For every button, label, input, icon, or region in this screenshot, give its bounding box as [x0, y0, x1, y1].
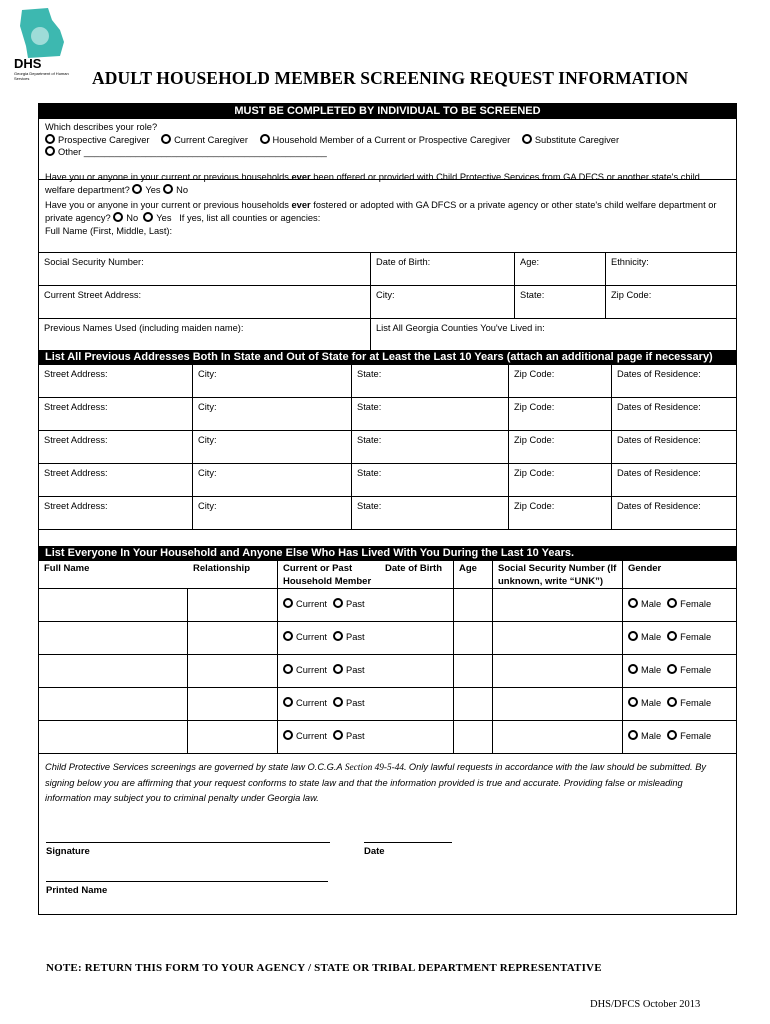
cps-question-text-end: been offered or provided with Child Protective Services from GA DFCS or another state's child welfare department? — [45, 172, 700, 195]
household-male-label: Male — [641, 698, 662, 708]
household-gender-field — [623, 622, 736, 654]
age-field[interactable] — [515, 253, 606, 285]
household-male-radio[interactable] — [628, 697, 638, 707]
household-name-field[interactable] — [39, 589, 188, 621]
address-dates-label: Dates of Residence: — [617, 402, 701, 412]
household-age-field[interactable] — [454, 655, 493, 687]
household-relationship-field[interactable] — [188, 655, 278, 687]
address-street-label: Street Address: — [44, 435, 108, 445]
household-past-label: Past — [346, 698, 365, 708]
address-street-field[interactable] — [39, 431, 193, 463]
address-state-field[interactable] — [352, 464, 509, 496]
ssn-field[interactable] — [39, 253, 371, 285]
household-current-past-field — [278, 721, 380, 753]
address-state-field[interactable] — [352, 431, 509, 463]
dhs-logo — [12, 6, 72, 88]
household-ssn-field[interactable] — [493, 688, 623, 720]
zip-field[interactable] — [606, 286, 736, 318]
address-dates-label: Dates of Residence: — [617, 369, 701, 379]
address-dates-field[interactable] — [612, 365, 736, 397]
address-zip-label: Zip Code: — [514, 468, 555, 478]
col-relationship: Relationship — [188, 561, 278, 588]
household-current-radio[interactable] — [283, 664, 293, 674]
address-city-field[interactable] — [193, 497, 352, 529]
address-city-field[interactable] — [193, 431, 352, 463]
household-past-radio[interactable] — [333, 598, 343, 608]
household-relationship-field[interactable] — [188, 589, 278, 621]
household-age-field[interactable] — [454, 589, 493, 621]
address-dates-label: Dates of Residence: — [617, 435, 701, 445]
screening-form — [38, 103, 737, 915]
household-past-label: Past — [346, 632, 365, 642]
household-row — [39, 721, 736, 754]
ethnicity-label: Ethnicity: — [611, 257, 649, 267]
household-past-radio[interactable] — [333, 697, 343, 707]
address-history-row — [39, 464, 736, 497]
household-row — [39, 655, 736, 688]
address-street-field[interactable] — [39, 497, 193, 529]
household-male-radio[interactable] — [628, 664, 638, 674]
household-dob-field[interactable] — [380, 721, 454, 753]
household-female-label: Female — [680, 665, 712, 675]
cert-section-ref: Section 49-5-44. — [344, 763, 407, 773]
household-male-label: Male — [641, 665, 662, 675]
household-dob-field[interactable] — [380, 655, 454, 687]
household-current-label: Current — [296, 599, 328, 609]
cps-question-text: Have you or anyone in your current or previous households — [45, 172, 292, 182]
col-gender: Gender — [628, 563, 662, 574]
address-dates-field[interactable] — [612, 497, 736, 529]
household-past-radio[interactable] — [333, 664, 343, 674]
household-male-label: Male — [641, 599, 662, 609]
household-female-radio[interactable] — [667, 664, 677, 674]
dob-label: Date of Birth: — [376, 257, 431, 267]
household-past-label: Past — [346, 599, 365, 609]
household-female-label: Female — [680, 731, 712, 741]
signature-label: Signature — [46, 846, 90, 857]
foster-yes-label: Yes — [156, 212, 172, 223]
city-field[interactable] — [371, 286, 515, 318]
household-gender-field — [623, 721, 736, 753]
address-city-field[interactable] — [193, 464, 352, 496]
household-current-past-field — [278, 655, 380, 687]
foster-list-label: If yes, list all counties or agencies: — [179, 212, 321, 223]
role-household-label: Household Member of a Current or Prospective Caregiver — [272, 134, 511, 145]
household-ssn-field[interactable] — [493, 589, 623, 621]
address-zip-label: Zip Code: — [514, 369, 555, 379]
form-footer: DHS/DFCS October 2013 — [590, 999, 701, 1010]
household-row — [39, 622, 736, 655]
role-household-radio[interactable] — [260, 134, 270, 144]
household-name-field[interactable] — [39, 622, 188, 654]
certification-text — [39, 754, 736, 812]
household-current-label: Current — [296, 665, 328, 675]
household-current-label: Current — [296, 731, 328, 741]
role-substitute-label: Substitute Caregiver — [534, 134, 620, 145]
household-ssn-field[interactable] — [493, 655, 623, 687]
role-other-label[interactable]: Other _______________________________________________ — [58, 147, 327, 157]
cps-question — [39, 169, 736, 197]
address-state-label: State: — [357, 501, 382, 511]
role-prospective-radio[interactable] — [45, 134, 55, 144]
address-row — [39, 286, 736, 319]
address-dates-label: Dates of Residence: — [617, 468, 701, 478]
household-name-field[interactable] — [39, 655, 188, 687]
address-street-field[interactable] — [39, 365, 193, 397]
household-female-radio[interactable] — [667, 631, 677, 641]
section-spacer — [39, 530, 736, 546]
logo-text: DHS — [14, 56, 42, 71]
household-female-radio[interactable] — [667, 697, 677, 707]
address-zip-field[interactable] — [509, 497, 612, 529]
address-street-label: Street Address: — [44, 501, 108, 511]
household-ssn-field[interactable] — [493, 622, 623, 654]
address-state-label: State: — [357, 435, 382, 445]
role-current-label: Current Caregiver — [174, 134, 248, 145]
address-state-label: State: — [357, 402, 382, 412]
cert-text-b: Only lawful requests in accordance with the law should be submitted. By signing below you are affirming that your request conforms to state law and that the information provided is true and accurate. Providing false or misleading information may subject you to criminal penalty under Georgia law. — [45, 762, 707, 803]
household-current-label: Current — [296, 698, 328, 708]
foster-question-text: Have you or anyone in your current or previous households — [45, 200, 292, 210]
household-table — [39, 589, 736, 754]
street-label: Current Street Address: — [44, 290, 142, 300]
address-city-label: City: — [198, 435, 217, 445]
printed-name-line[interactable] — [46, 881, 328, 882]
household-past-radio[interactable] — [333, 631, 343, 641]
col-ssn: Social Security Number (If unknown, write “UNK”) — [493, 561, 623, 588]
household-age-field[interactable] — [454, 688, 493, 720]
household-name-field[interactable] — [39, 721, 188, 753]
date-line[interactable] — [364, 842, 452, 843]
household-relationship-field[interactable] — [188, 622, 278, 654]
household-past-label: Past — [346, 731, 365, 741]
counties-label: List All Georgia Counties You've Lived in: — [376, 323, 545, 333]
address-dates-label: Dates of Residence: — [617, 501, 701, 511]
street-field[interactable] — [39, 286, 371, 318]
household-female-label: Female — [680, 599, 712, 609]
household-relationship-field[interactable] — [188, 721, 278, 753]
col-dob: Date of Birth — [380, 561, 454, 588]
address-state-field[interactable] — [352, 398, 509, 430]
state-field[interactable] — [515, 286, 606, 318]
address-city-label: City: — [198, 501, 217, 511]
address-history-row — [39, 431, 736, 464]
household-name-field[interactable] — [39, 688, 188, 720]
address-dates-field[interactable] — [612, 431, 736, 463]
foster-question-ever: ever — [291, 200, 311, 210]
address-zip-label: Zip Code: — [514, 402, 555, 412]
household-current-past-field — [278, 589, 380, 621]
prev-names-row — [39, 319, 736, 350]
address-city-field[interactable] — [193, 365, 352, 397]
address-history-row — [39, 497, 736, 530]
address-state-label: State: — [357, 369, 382, 379]
foster-no-radio[interactable] — [113, 212, 123, 222]
household-dob-field[interactable] — [380, 589, 454, 621]
household-header-row — [39, 561, 736, 589]
col-age: Age — [454, 561, 493, 588]
return-note: NOTE: RETURN THIS FORM TO YOUR AGENCY / STATE OR TRIBAL DEPARTMENT REPRESENTATIVE — [46, 962, 602, 974]
zip-label: Zip Code: — [611, 290, 652, 300]
household-gender-field — [623, 655, 736, 687]
address-history-row — [39, 398, 736, 431]
household-current-radio[interactable] — [283, 598, 293, 608]
household-male-label: Male — [641, 731, 662, 741]
section-banner-addresses: List All Previous Addresses Both In State and Out of State for at Least the Last 10 Years (attach an additional page if necessary) — [39, 350, 736, 365]
household-past-label: Past — [346, 665, 365, 675]
cps-question-ever: ever — [291, 172, 311, 182]
address-city-field[interactable] — [193, 398, 352, 430]
household-current-past-field — [278, 688, 380, 720]
address-street-field[interactable] — [39, 398, 193, 430]
household-female-radio[interactable] — [667, 730, 677, 740]
prev-names-field[interactable] — [39, 319, 371, 350]
household-row — [39, 688, 736, 721]
address-street-label: Street Address: — [44, 369, 108, 379]
age-label: Age: — [520, 257, 540, 267]
previous-addresses-table — [39, 365, 736, 530]
address-zip-field[interactable] — [509, 365, 612, 397]
address-dates-field[interactable] — [612, 398, 736, 430]
page-title: ADULT HOUSEHOLD MEMBER SCREENING REQUEST INFORMATION — [92, 68, 689, 88]
household-row — [39, 589, 736, 622]
address-city-label: City: — [198, 369, 217, 379]
household-female-label: Female — [680, 632, 712, 642]
cps-no-radio[interactable] — [163, 184, 173, 194]
section-banner-household: List Everyone In Your Household and Anyone Else Who Has Lived With You During the Last 10 Years. — [39, 546, 736, 561]
foster-question — [39, 197, 736, 223]
prev-names-label: Previous Names Used (including maiden name): — [44, 323, 244, 333]
role-other-radio[interactable] — [45, 146, 55, 156]
cert-text-a: Child Protective Services screenings are governed by state law O.C.G.A — [45, 762, 345, 772]
address-dates-field[interactable] — [612, 464, 736, 496]
household-current-radio[interactable] — [283, 631, 293, 641]
col-current-past: Current or Past Household Member — [283, 563, 372, 587]
counties-field[interactable] — [371, 319, 736, 350]
household-male-radio[interactable] — [628, 730, 638, 740]
role-substitute-radio[interactable] — [522, 134, 532, 144]
cps-yes-label: Yes — [145, 184, 161, 195]
address-zip-field[interactable] — [509, 431, 612, 463]
date-label: Date — [364, 846, 385, 857]
address-city-label: City: — [198, 402, 217, 412]
address-street-label: Street Address: — [44, 468, 108, 478]
ssn-row — [39, 253, 736, 286]
household-age-field[interactable] — [454, 721, 493, 753]
signature-line[interactable] — [46, 842, 330, 843]
address-street-label: Street Address: — [44, 402, 108, 412]
cps-yes-radio[interactable] — [132, 184, 142, 194]
household-gender-field — [623, 688, 736, 720]
foster-yes-radio[interactable] — [143, 212, 153, 222]
address-state-field[interactable] — [352, 365, 509, 397]
foster-question-text-end: fostered or adopted with GA DFCS or a private agency or other state's child welfare department or private agency? — [45, 200, 717, 223]
household-current-radio[interactable] — [283, 697, 293, 707]
full-name-field[interactable] — [39, 223, 736, 253]
address-state-field[interactable] — [352, 497, 509, 529]
ssn-label: Social Security Number: — [44, 257, 144, 267]
household-past-radio[interactable] — [333, 730, 343, 740]
dob-field[interactable] — [371, 253, 515, 285]
household-age-field[interactable] — [454, 622, 493, 654]
full-name-label: Full Name (First, Middle, Last): — [45, 226, 173, 236]
col-full-name: Full Name — [44, 563, 90, 574]
city-label: City: — [376, 290, 395, 300]
ethnicity-field[interactable] — [606, 253, 736, 285]
address-zip-field[interactable] — [509, 398, 612, 430]
cps-no-label: No — [176, 184, 189, 195]
household-dob-field[interactable] — [380, 688, 454, 720]
household-current-past-field — [278, 622, 380, 654]
household-female-label: Female — [680, 698, 712, 708]
address-street-field[interactable] — [39, 464, 193, 496]
logo-subtext: Georgia Department of Human Services — [14, 71, 69, 81]
section-banner-individual: MUST BE COMPLETED BY INDIVIDUAL TO BE SCREENED — [39, 104, 736, 119]
household-relationship-field[interactable] — [188, 688, 278, 720]
household-gender-field — [623, 589, 736, 621]
household-dob-field[interactable] — [380, 622, 454, 654]
household-male-label: Male — [641, 632, 662, 642]
household-male-radio[interactable] — [628, 598, 638, 608]
household-current-label: Current — [296, 632, 328, 642]
role-prospective-label: Prospective Caregiver — [58, 134, 150, 145]
address-state-label: State: — [357, 468, 382, 478]
role-question: Which describes your role? — [45, 122, 158, 132]
printed-name-label: Printed Name — [46, 885, 108, 896]
foster-no-label: No — [126, 212, 139, 223]
address-zip-label: Zip Code: — [514, 435, 555, 445]
address-city-label: City: — [198, 468, 217, 478]
state-label: State: — [520, 290, 545, 300]
household-male-radio[interactable] — [628, 631, 638, 641]
address-zip-field[interactable] — [509, 464, 612, 496]
role-current-radio[interactable] — [161, 134, 171, 144]
address-zip-label: Zip Code: — [514, 501, 555, 511]
household-female-radio[interactable] — [667, 598, 677, 608]
household-ssn-field[interactable] — [493, 721, 623, 753]
household-current-radio[interactable] — [283, 730, 293, 740]
address-history-row — [39, 365, 736, 398]
